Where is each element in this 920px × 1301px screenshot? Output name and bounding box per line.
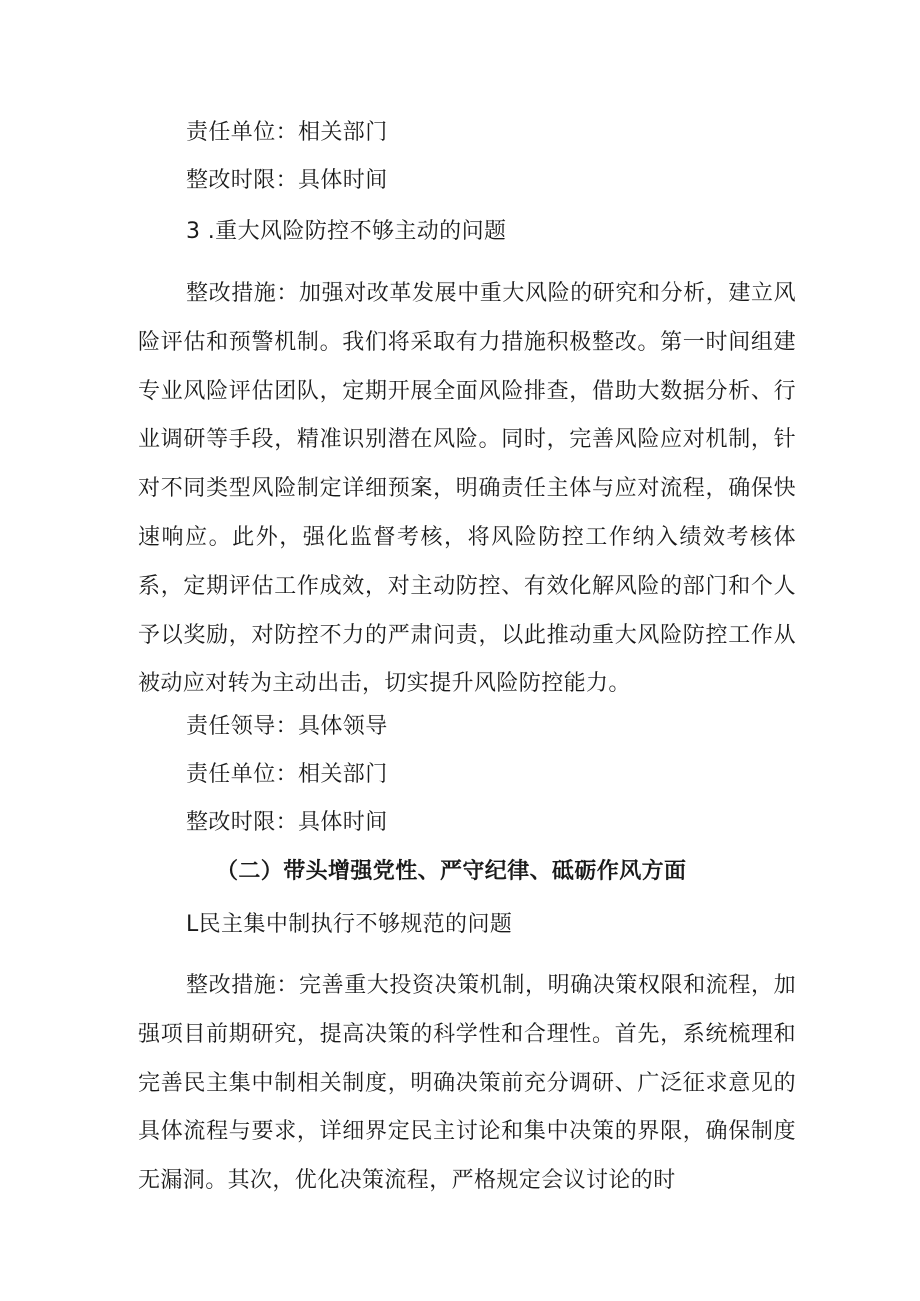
responsible-leader-line: 责任领导：具体领导 (186, 714, 388, 739)
responsible-unit-line: 责任单位：相关部门 (186, 120, 388, 145)
section-2-item-1-measures-paragraph: 整改措施：完善重大投资决策机制，明确决策权限和流程，加强项目前期研究，提高决策的科学性和合理性。首先，系统梳理和完善民主集中制相关制度，明确决策前充分调研、广泛征求意见的具体流程与要求，详细界定民主讨论和集中决策的界限，确保制度无漏洞。其次，优化决策流程，严格规定会议讨论的时 (138, 973, 796, 1194)
section-2-item-1-title: L民主集中制执行不够规范的问题 (186, 912, 513, 937)
section-2-heading: （二）带头增强党性、严守纪律、砥砺作风方面 (216, 859, 687, 884)
item-3-title: 3 .重大风险防控不够主动的问题 (186, 219, 507, 244)
item-3-measures-paragraph: 整改措施：加强对改革发展中重大风险的研究和分析，建立风险评估和预警机制。我们将采取有力措施积极整改。第一时间组建专业风险评估团队，定期开展全面风险排查，借助大数据分析、行业调研等手段，精准识别潜在风险。同时，完善风险应对机制，针对不同类型风险制定详细预案，明确责任主体与应对流程，确保快速响应。此外，强化监督考核，将风险防控工作纳入绩效考核体系，定期评估工作成效，对主动防控、有效化解风险的部门和个人予以奖励，对防控不力的严肃问责，以此推动重大风险防控工作从被动应对转为主动出击，切实提升风险防控能力。 (138, 281, 796, 697)
responsible-unit-line-2: 责任单位：相关部门 (186, 762, 388, 787)
deadline-line-2: 整改时限：具体时间 (186, 810, 388, 835)
deadline-line: 整改时限：具体时间 (186, 168, 388, 193)
